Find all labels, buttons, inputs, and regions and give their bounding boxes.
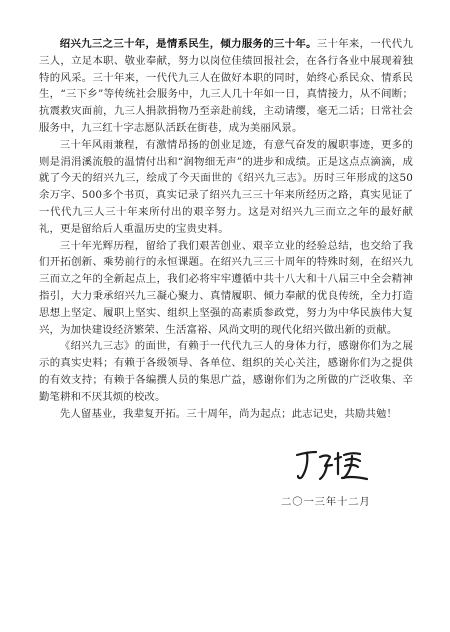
paragraph-1-text: 三十年来，一代代九三人，立足本职、敬业奉献，努力以岗位佳绩回报社会，在各行各业中展现着独特的风采。三十年来，一代代九三人在做好本职的同时，始终心系民众、情系民生，“三下乡”等传统社会服务中，九三人几十年如一日，真情接力，从不间断；抗震救灾面前，九三人捐款捐物乃至亲赴前线，主动请缨，毫无二话；日常社会服务中，九三红十字志愿队活跃在街巷，成为美丽风景。: [39, 38, 413, 134]
paragraph-2-text: 三十年风雨兼程，有激情昂扬的创业足迹，有意气奋发的履职事迹，更多的则是涓涓溪流般的温情付出和“润物细无声”的进步和成绩。正是这点点滴滴，成就了今天的绍兴九三，绘成了今天面世的《绍兴九三志》。历时三年形成的这50余万字、500多个书页，真实记录了绍兴九三三十年来所经历之路，真实见证了一代代九三人三十年来所付出的艰辛努力。这是对绍兴九三而立之年的最好献礼，更是留给后人重温历史的宝贵史料。: [39, 138, 413, 235]
paragraph-3-text: 三十年光辉历程，留给了我们艰苦创业、艰辛立业的经验总结，也交给了我们开拓创新、乘势前行的永恒课题。在绍兴九三三十周年的特殊时刻，在绍兴九三而立之年的全新起点上，我们必将牢牢遵循中共十八大和十八届三中全会精神指引，大力秉承绍兴九三凝心聚力、真情履职、倾力奉献的优良传统，全力打造思想上坚定、履职上坚实、组织上坚强的高素质参政党，努力为中华民族伟大复兴，为加快建设经济繁荣、生活富裕、风尚文明的现代化绍兴做出新的贡献。: [39, 239, 413, 336]
paragraph-1: [39, 36, 413, 137]
paragraph-3: [39, 238, 413, 339]
paragraph-4: [39, 338, 413, 405]
paragraph-4-text: 《绍兴九三志》的面世，有赖于一代代九三人的身体力行，感谢你们为之展示的真实史料；有赖于各级领导、各单位、组织的关心关注，感谢你们为之提供的有效支持；有赖于各编撰人员的集思广益，感谢你们为之所做的广泛收集、辛勤笔耕和不厌其烦的校改。: [39, 340, 413, 403]
letter-body: [39, 36, 413, 422]
paragraph-5-text: 先人留基业，我辈复开拓。三十周年，尚为起点；此志记史，共励共勉！: [59, 407, 398, 420]
paragraph-2: [39, 137, 413, 238]
handwritten-signature: [294, 448, 370, 482]
paragraph-1-lead: 绍兴九三之三十年，是情系民生，倾力服务的三十年。: [59, 38, 317, 50]
paragraph-5: [39, 406, 413, 423]
letter-date: 二〇一三年十二月: [281, 496, 371, 508]
